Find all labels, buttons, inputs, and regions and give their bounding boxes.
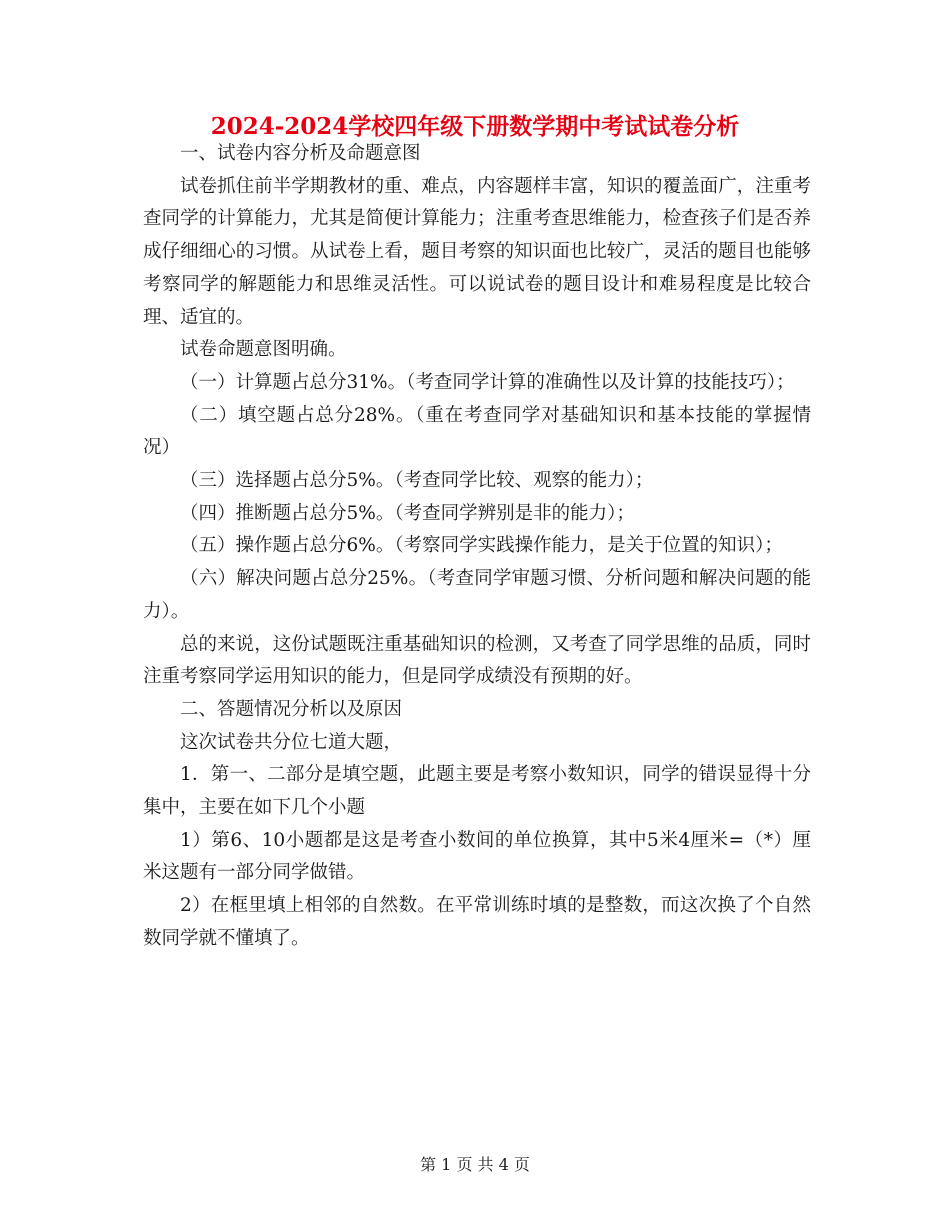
paragraph: 这次试卷共分位七道大题， bbox=[180, 731, 403, 753]
document-title: 2024-2024学校四年级下册数学期中考试试卷分析 bbox=[210, 113, 740, 140]
paragraph: 2）在框里填上相邻的自然数。在平常训练时填的是整数，而这次换了个自然数同学就不懂填了。 bbox=[143, 895, 811, 949]
paragraph: 1）第6、10小题都是这是考查小数间的单位换算，其中5米4厘米=（*）厘米这题有一部分同学做错。 bbox=[143, 829, 811, 884]
paragraph: 总的来说，这份试题既注重基础知识的检测，又考查了同学思维的品质，同时注重考察同学运用知识的能力，但是同学成绩没有预期的好。 bbox=[143, 633, 811, 688]
paragraph: 试卷命题意图明确。 bbox=[180, 339, 347, 361]
paragraph: 试卷抓住前半学期教材的重、难点，内容题样丰富，知识的覆盖面广，注重考查同学的计算能力，尤其是简便计算能力；注重考查思维能力，检查孩子们是否养成仔细细心的习惯。从试卷上看，题目考察的知识面也比较广，灵活的题目也能够考察同学的解题能力和思维灵活性。可以说试卷的题目设计和难易程度是比较合理、适宜的。 bbox=[143, 175, 811, 328]
list-item: （四）推断题占总分5%。（考查同学辨别是非的能力）； bbox=[180, 502, 635, 524]
section-heading-1: 一、试卷内容分析及命题意图 bbox=[180, 143, 421, 164]
list-item: （二）填空题占总分28%。（重在考查同学对基础知识和基本技能的掌握情况） bbox=[143, 404, 811, 459]
paragraph: 1．第一、二部分是填空题，此题主要是考察小数知识，同学的错误显得十分集中，主要在如下几个小题 bbox=[143, 764, 811, 819]
list-item: （一）计算题占总分31%。（考查同学计算的准确性以及计算的技能技巧）； bbox=[180, 371, 795, 393]
list-item: （六）解决问题占总分25%。（考查同学审题习惯、分析问题和解决问题的能力）。 bbox=[143, 568, 811, 622]
section-heading-2: 二、答题情况分析以及原因 bbox=[180, 698, 403, 720]
list-item: （五）操作题占总分6%。（考察同学实践操作能力，是关于位置的知识）； bbox=[180, 535, 783, 557]
document-body bbox=[143, 138, 811, 956]
page-number-footer: 第 1 页 共 4 页 bbox=[420, 1155, 530, 1174]
list-item: （三）选择题占总分5%。（考查同学比较、观察的能力）； bbox=[180, 470, 654, 492]
